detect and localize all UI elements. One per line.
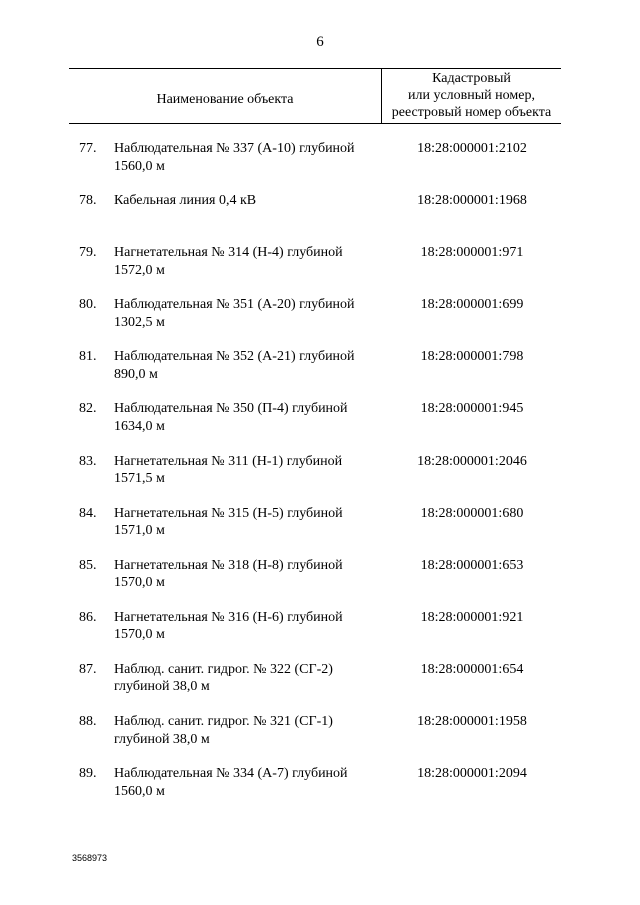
table-row [0, 400, 640, 452]
table-row [0, 453, 640, 505]
table-row [0, 765, 640, 817]
header-name-column: Наименование объекта [156, 91, 294, 107]
object-name: Наблюд. санит. гидрог. № 321 (СГ-1) глубиной 38,0 м [114, 714, 333, 747]
table-row [0, 661, 640, 713]
cadastral-number: 18:28:000001:2102 [417, 141, 527, 156]
table-row [0, 609, 640, 661]
cadastral-number: 18:28:000001:654 [420, 661, 524, 677]
row-number: 80. [79, 297, 97, 313]
cadastral-number: 18:28:000001:798 [420, 349, 524, 365]
table-row [0, 296, 640, 348]
object-name: Наблюдательная № 350 (П-4) глубиной 1634,0 м [114, 401, 348, 434]
row-number: 85. [79, 557, 97, 573]
table-row [0, 244, 640, 296]
object-name: Наблюдательная № 352 (А-21) глубиной 890,0 м [114, 349, 355, 382]
cadastral-number: 18:28:000001:653 [420, 557, 524, 573]
row-number: 77. [79, 141, 97, 156]
header-cadastral-line: или условный номер, [408, 87, 535, 103]
table-body [0, 140, 640, 817]
object-name: Нагнетательная № 316 (Н-6) глубиной 1570,0 м [114, 609, 343, 643]
cadastral-number: 18:28:000001:971 [420, 245, 524, 261]
cadastral-number: 18:28:000001:1968 [417, 193, 527, 209]
row-number: 83. [79, 453, 97, 469]
object-name: Наблюдательная № 334 (А-7) глубиной 1560,0 м [114, 766, 348, 799]
page-number: 6 [316, 34, 324, 50]
row-number: 87. [79, 661, 97, 677]
row-number: 82. [79, 401, 97, 417]
row-number: 79. [79, 245, 97, 261]
row-number: 84. [79, 505, 97, 521]
object-name: Наблюдательная № 351 (А-20) глубиной 1302,5 м [114, 297, 355, 330]
row-number: 78. [79, 193, 97, 209]
table-row [0, 348, 640, 400]
cadastral-number: 18:28:000001:2094 [417, 766, 527, 782]
object-name: Наблюд. санит. гидрог. № 322 (СГ-2) глубиной 38,0 м [114, 661, 333, 695]
table-header [69, 68, 561, 124]
object-name: Наблюдательная № 337 (А-10) глубиной 1560,0 м [114, 141, 355, 174]
cadastral-number: 18:28:000001:1958 [417, 714, 527, 730]
object-name: Нагнетательная № 314 (Н-4) глубиной 1572,0 м [114, 245, 343, 278]
cadastral-number: 18:28:000001:921 [420, 609, 524, 625]
table-row [0, 713, 640, 765]
header-cadastral-column [382, 69, 561, 123]
row-number: 88. [79, 714, 97, 730]
object-name: Кабельная линия 0,4 кВ [114, 193, 257, 209]
table-row [0, 557, 640, 609]
object-name: Нагнетательная № 311 (Н-1) глубиной 1571,5 м [114, 453, 343, 487]
object-name: Нагнетательная № 315 (Н-5) глубиной 1571,0 м [114, 505, 343, 539]
row-number: 86. [79, 609, 97, 625]
cadastral-number: 18:28:000001:680 [420, 505, 524, 521]
document-code: 3568973 [72, 853, 108, 863]
header-cadastral-line: Кадастровый [432, 70, 511, 86]
cadastral-number: 18:28:000001:699 [420, 297, 524, 313]
object-name: Нагнетательная № 318 (Н-8) глубиной 1570,0 м [114, 557, 343, 591]
table-row [0, 140, 640, 192]
header-cadastral-line: реестровый номер объекта [391, 104, 552, 120]
cadastral-number: 18:28:000001:2046 [417, 453, 527, 469]
table-row [0, 192, 640, 244]
row-number: 81. [79, 349, 97, 365]
cadastral-number: 18:28:000001:945 [420, 401, 524, 417]
row-number: 89. [79, 766, 97, 782]
table-row [0, 505, 640, 557]
